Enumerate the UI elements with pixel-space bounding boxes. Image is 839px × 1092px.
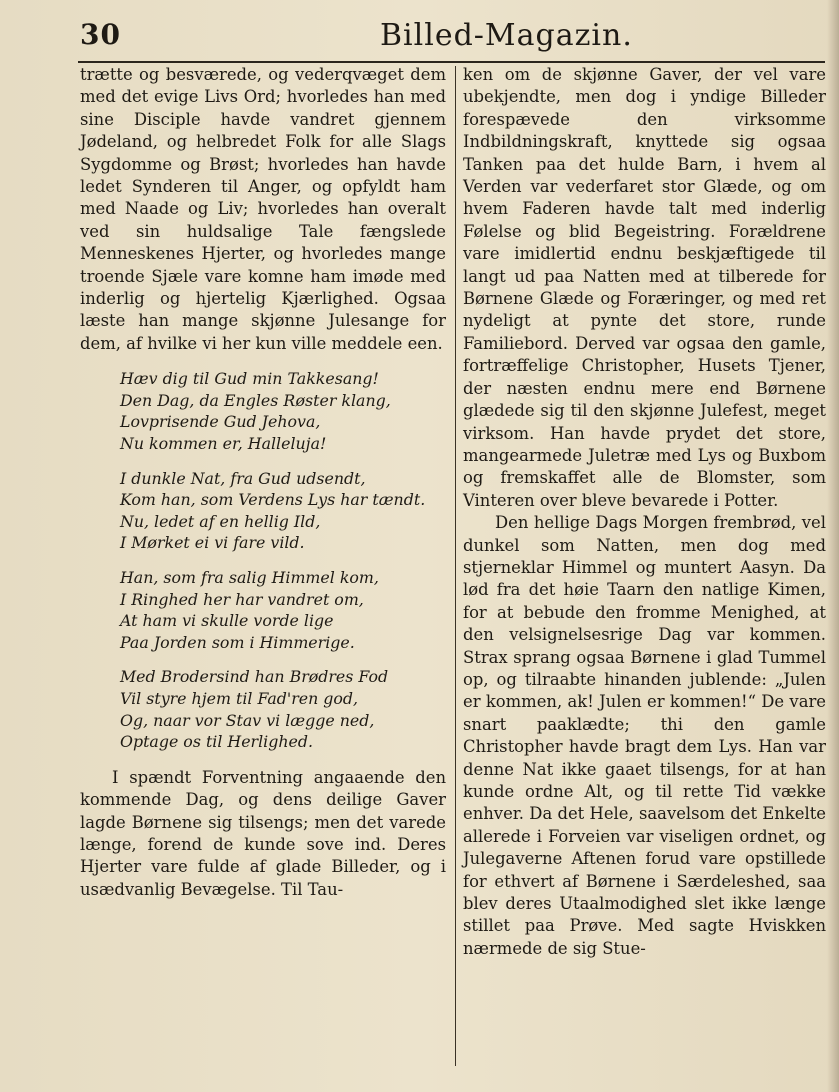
poem-line: Vil styre hjem til Fad'ren god, [120,689,359,708]
poem-stanza [120,468,446,554]
poem-line: Og, naar vor Stav vi lægge ned, [120,710,375,730]
poem-line: Nu kommen er, Halleluja! [120,434,327,454]
running-title: Billed-Magazin. [380,18,633,53]
poem-line: Paa Jorden som i Himmerige. [120,632,355,652]
column-divider [455,66,456,1066]
right-column [463,64,826,960]
poem-line: Lovprisende Gud Jehova, [120,412,321,432]
header-rule [78,61,825,63]
poem-stanza [120,666,446,752]
poem-line: Kom han, som Verdens Lys har tændt. [120,490,426,510]
poem-line: Han, som fra salig Himmel kom, [120,568,379,588]
continued-paragraph: ken om de skjønne Gaver, der vel vare ubekjendte, men dog i yndige Billeder forespævede den virksomme Indbildningskraft, knyttede sig ogsaa Tanken paa det hulde Barn, i hvem al Verden var vederfaret stor Glæde, og om hvem Faderen havde talt med inderlig Følelse og blid Begeistring. Forældrene vare imidlertid endnu beskjæftigede til langt ud paa Natten med at tilberede for Børnene Glæde og Foræringer, og med ret nydeligt at pynte det store, runde Familiebord. Derved var ogsaa den gamle, fortræffelige Christopher, Husets Tjener, der næsten endnu mere end Børnene glædede sig til den skjønne Julefest, meget virksom. Han havde prydet det store, mangearmede Juletræ med Lys og Buxbom og fremskaffet alle de Blomster, som Vinteren over bleve bevarede i Potter. [463,65,826,510]
poem-line: Med Brodersind han Brødres Fod [120,667,389,687]
poem-line: Den Dag, da Engles Røster klang, [120,390,391,410]
poem-line: I Ringhed her har vandret om, [120,589,364,609]
left-column [80,64,446,901]
page-edge-shadow [827,0,839,1092]
morning-paragraph: Den hellige Dags Morgen frembrød, vel dunkel som Natten, men dog med stjerneklar Himmel og muntert Aasyn. Da lød fra det høie Taarn den natlige Kimen, for at bebude den fromme Menighed, at den velsignelsesrige Dag var kommen. Strax sprang ogsaa Børnene i glad Tummel op, og tilraabte hinanden jublende: „Julen er kommen, ak! Julen er kommen!“ De vare snart paaklædte; thi den gamle Christopher havde bragt dem Lys. Han var denne Nat ikke gaaet tilsengs, for at han kunde ordne Alt, og til rette Tid vække enhver. Da det Hele, saavelsom det Enkelte allerede i Forveien var viseligen ordnet, og Julegaverne Aftenen forud vare opstillede for ethvert af Børnene i Særdeleshed, saa blev deres Utaalmodighed slet ikke længe stillet paa Prøve. Med sagte Hviskken nærmede de sig Stue- [463,513,826,958]
poem-line: Hæv dig til Gud min Takkesang! [120,369,379,389]
closing-paragraph: I spændt Forventning angaaende den kommende Dag, og dens deilige Gaver lagde Børnene sig tilsengs; men det varede længe, forend de kunde sove ind. Deres Hjerter vare fulde af glade Billeder, og i usædvanlig Bevægelse. Til Tau- [80,767,446,899]
poem-line: I dunkle Nat, fra Gud udsendt, [120,468,366,488]
poem-line: Nu, ledet af en hellig Ild, [120,511,321,531]
poem-stanza [120,567,446,653]
poem-line: Optage os til Herlighed. [120,732,313,752]
poem-line: At ham vi skulle vorde lige [120,611,334,631]
intro-paragraph: trætte og besværede, og vederqvæget dem med det evige Livs Ord; hvorledes han med sine Disciple havde vandret gjennem Jødeland, og helbredet Folk for alle Slags Sygdomme og Brøst; hvorledes han havde ledet Synderen til Anger, og opfyldt ham med Naade og Liv; hvorledes han overalt ved sin huldsalige Tale fængslede Menneskenes Hjerter, og hvorledes mange troende Sjæle vare komne ham imøde med inderlig og hjertelig Kjærlighed. Ogsaa læste han mange skjønne Julesange for dem, af hvilke vi her kun ville meddele een. [80,65,446,353]
page-number: 30 [80,18,121,51]
poem-stanza [120,368,446,454]
poem-line: I Mørket ei vi fare vild. [120,533,305,553]
